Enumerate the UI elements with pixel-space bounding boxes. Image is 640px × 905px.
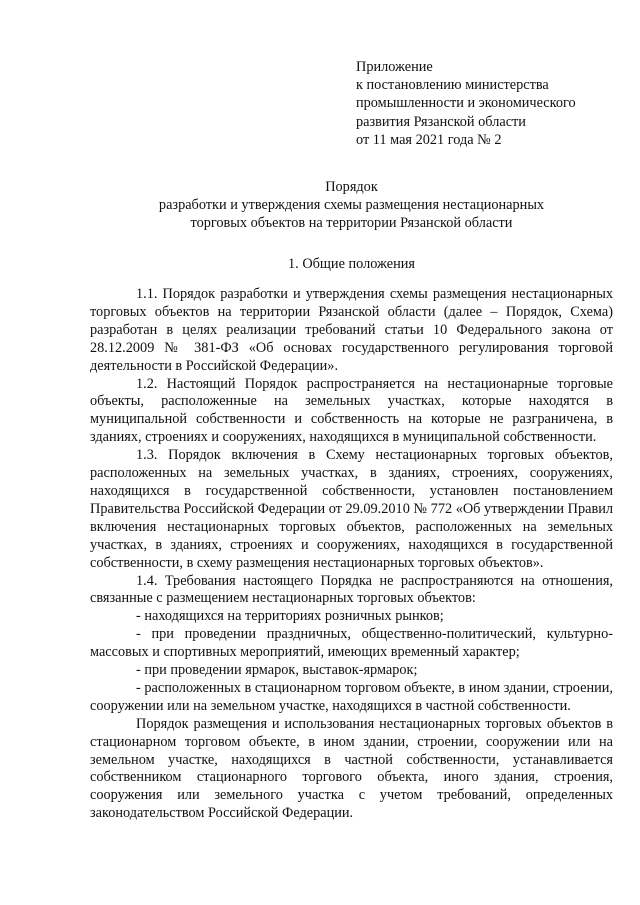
paragraph-1-2: 1.2. Настоящий Порядок распространяется на нестационарные торговые объекты, расположенные на земельных участках, которые находятся в муниципальной собственности и собственность на которые не разграничена, в зданиях, строениях и сооружениях, находящихся в муниципальной собственности. [90, 375, 613, 446]
paragraph-closing: Порядок размещения и использования нестационарных торговых объектов в стационарном торговом объекте, в ином здании, строении, сооружении или на земельном участке, находящихся в частной собственности, устанавливается собственником стационарного торгового объекта, иного здания, строения, сооружения или земельного участка с учетом требований, определенных законодательством Российской Федерации. [90, 715, 613, 822]
section-heading: 1. Общие положения [288, 256, 415, 272]
document-title [90, 178, 613, 233]
appendix-line: от 11 мая 2021 года № 2 [356, 131, 502, 148]
appendix-line: к постановлению министерства [356, 77, 549, 94]
title-line: разработки и утверждения схемы размещения нестационарных [158, 197, 545, 214]
list-item: - при проведении ярмарок, выставок-ярмарок; [136, 662, 418, 679]
paragraph-1-3: 1.3. Порядок включения в Схему нестационарных торговых объектов, расположенных на земельных участках, в зданиях, строениях, сооружениях, находящихся в государственной собственности, установлен постановлением Правительства Российской Федерации от 29.09.2010 № 772 «Об утверждении Правил включения нестационарных торговых объектов, расположенных на земельных участках, в зданиях, строениях и сооружениях, находящихся в государственной собственности, в схему размещения нестационарных торговых объектов». [90, 447, 613, 571]
title-line: торговых объектов на территории Рязанской области [190, 215, 513, 232]
list-item: - при проведении праздничных, общественно-политический, культурно-массовых и спортивных мероприятий, имеющих временный характер; [90, 626, 613, 661]
paragraph-1-1: 1.1. Порядок разработки и утверждения схемы размещения нестационарных торговых объектов на территории Рязанской области (далее – Порядок, Схема) разработан в целях реализации требований статьи 10 Федерального закона от 28.12.2009 № 381-ФЗ «Об основах государственного регулирования торговой деятельности в Российской Федерации». [90, 286, 613, 374]
appendix-block [356, 58, 626, 149]
appendix-line: Приложение [356, 59, 433, 75]
list-item: - находящихся на территориях розничных рынков; [136, 608, 444, 625]
appendix-line: развития Рязанской области [356, 113, 526, 130]
paragraph-1-4: 1.4. Требования настоящего Порядка не распространяются на отношения, связанные с размещением нестационарных торговых объектов: [90, 572, 613, 607]
document-body [90, 286, 613, 823]
title-line: Порядок [325, 179, 378, 195]
list-item: - расположенных в стационарном торговом объекте, в ином здании, строении, сооружении или на земельном участке, находящихся в частной собственности. [90, 679, 613, 714]
appendix-line: промышленности и экономического [356, 95, 576, 112]
